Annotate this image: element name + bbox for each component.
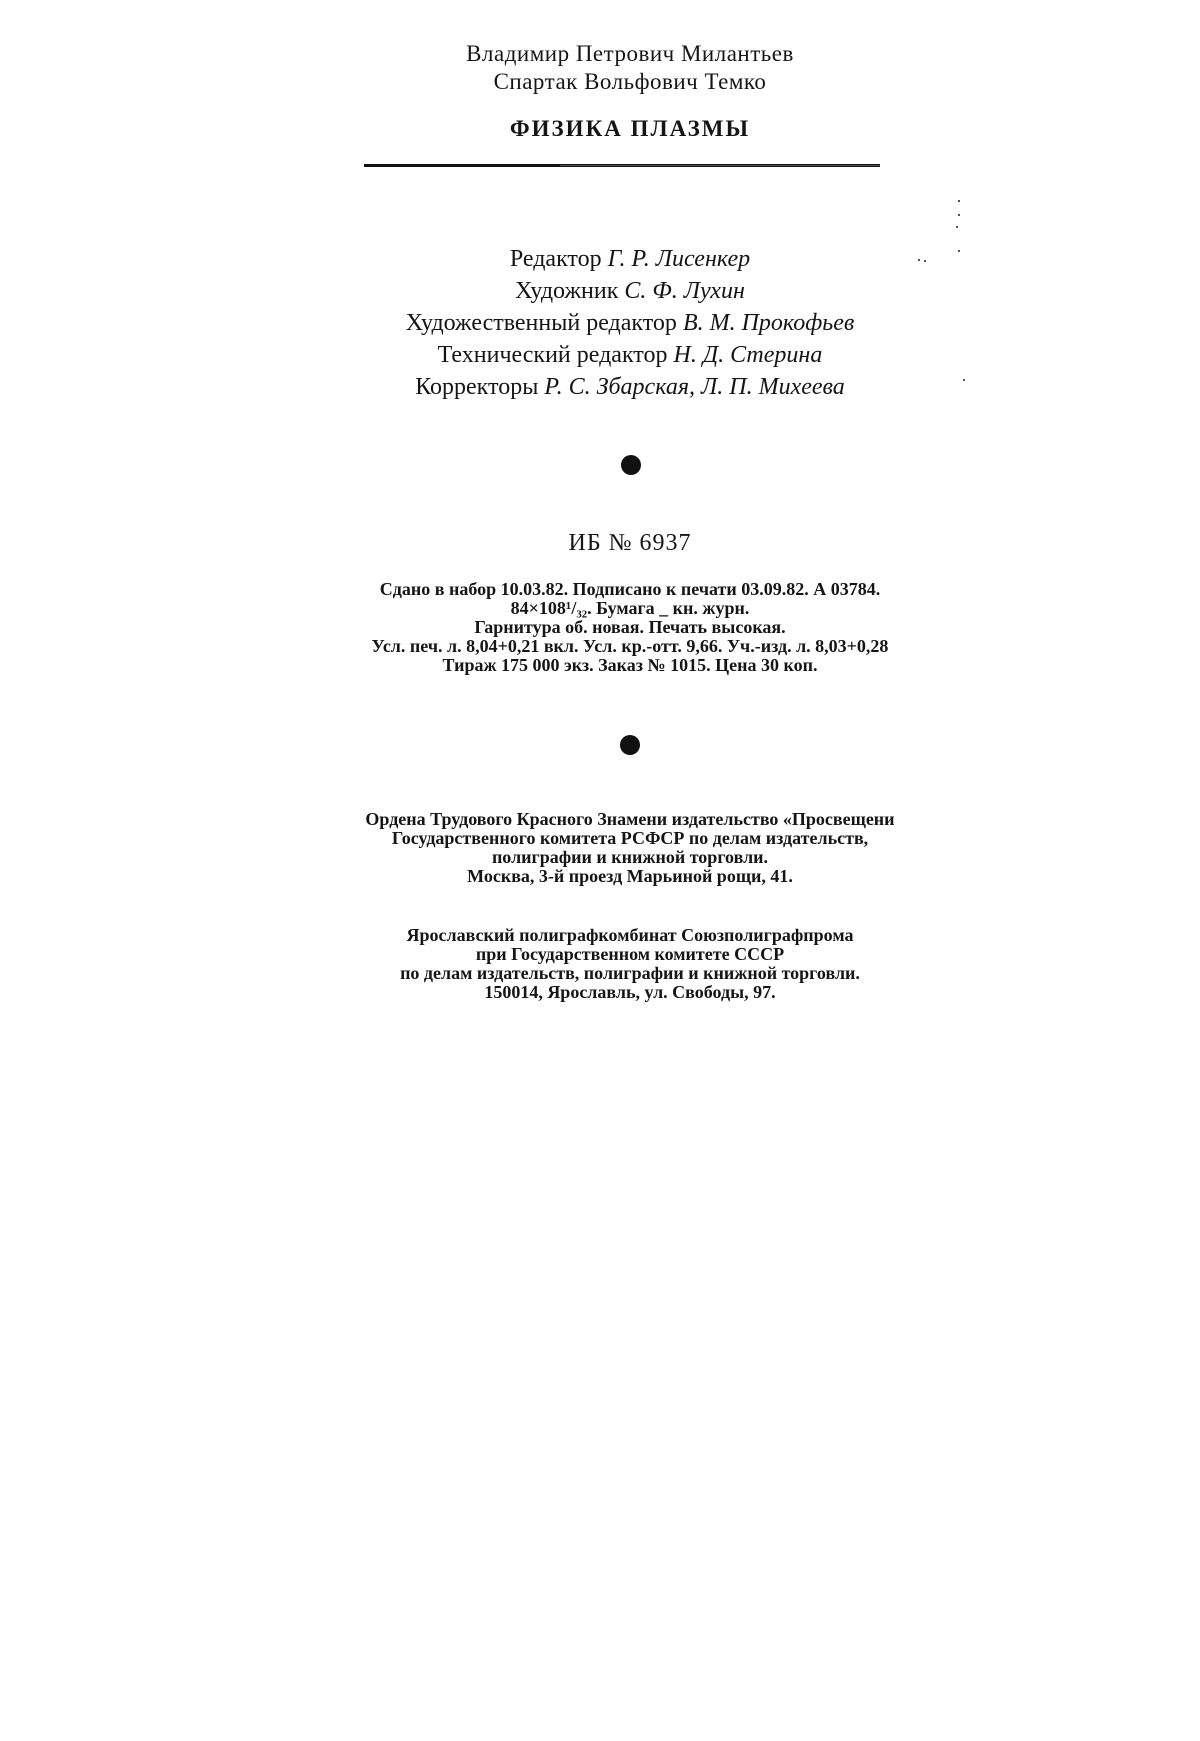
imprint-block bbox=[0, 580, 1200, 675]
imprint-line: 84×108¹/₃₂. Бумага _ кн. журн. bbox=[510, 598, 750, 618]
printer-line: Ярославский полиграфкомбинат Союзполиграфпрома bbox=[406, 925, 854, 945]
publisher-line: Ордена Трудового Красного Знамени издательство «Просвещени bbox=[365, 809, 895, 829]
printer-block bbox=[0, 926, 1200, 1002]
author-name: Владимир Петрович Милантьев bbox=[466, 41, 794, 66]
publisher-block bbox=[0, 810, 1200, 886]
credit-line bbox=[0, 243, 1200, 275]
book-title: ФИЗИКА ПЛАЗМЫ bbox=[509, 116, 751, 141]
credit-name: В. М. Прокофьев bbox=[682, 310, 855, 336]
credit-role: Редактор bbox=[509, 246, 602, 272]
credit-name: Н. Д. Стерина bbox=[673, 342, 823, 368]
publisher-line: Государственного комитета РСФСР по делам издательств, bbox=[391, 828, 869, 848]
printer-line: при Государственном комитете СССР bbox=[475, 944, 785, 964]
publisher-line: полиграфии и книжной торговли. bbox=[491, 847, 769, 867]
credit-name: С. Ф. Лухин bbox=[624, 278, 745, 304]
credits-block bbox=[0, 243, 1200, 403]
title-rule-thin bbox=[560, 165, 880, 166]
author-name: Спартак Вольфович Темко bbox=[493, 69, 767, 94]
separator-dot bbox=[620, 735, 640, 755]
credit-role: Художник bbox=[515, 278, 619, 304]
credit-role: Художественный редактор bbox=[405, 310, 677, 336]
ib-number: ИБ № 6937 bbox=[568, 530, 692, 556]
printer-line: по делам издательств, полиграфии и книжной торговли. bbox=[400, 963, 860, 983]
credit-name: Г. Р. Лисенкер bbox=[607, 246, 751, 272]
credit-line bbox=[0, 307, 1200, 339]
credit-name: Р. С. Збарская, Л. П. Михеева bbox=[544, 374, 845, 400]
separator-dot bbox=[621, 455, 641, 475]
credit-line bbox=[0, 371, 1200, 403]
credit-line bbox=[0, 339, 1200, 371]
credit-role: Технический редактор bbox=[437, 342, 668, 368]
imprint-line: Сдано в набор 10.03.82. Подписано к печати 03.09.82. А 03784. bbox=[379, 579, 881, 599]
authors-block bbox=[0, 40, 1200, 96]
imprint-line: Усл. печ. л. 8,04+0,21 вкл. Усл. кр.-отт. 9,66. Уч.-изд. л. 8,03+0,28 bbox=[371, 636, 889, 656]
printer-line: 150014, Ярославль, ул. Свободы, 97. bbox=[484, 982, 776, 1002]
publisher-line: Москва, 3-й проезд Марьиной рощи, 41. bbox=[467, 866, 793, 886]
credit-line bbox=[0, 275, 1200, 307]
imprint-line: Тираж 175 000 экз. Заказ № 1015. Цена 30 коп. bbox=[442, 655, 818, 675]
imprint-line: Гарнитура об. новая. Печать высокая. bbox=[474, 617, 786, 637]
credit-role: Корректоры bbox=[415, 374, 539, 400]
